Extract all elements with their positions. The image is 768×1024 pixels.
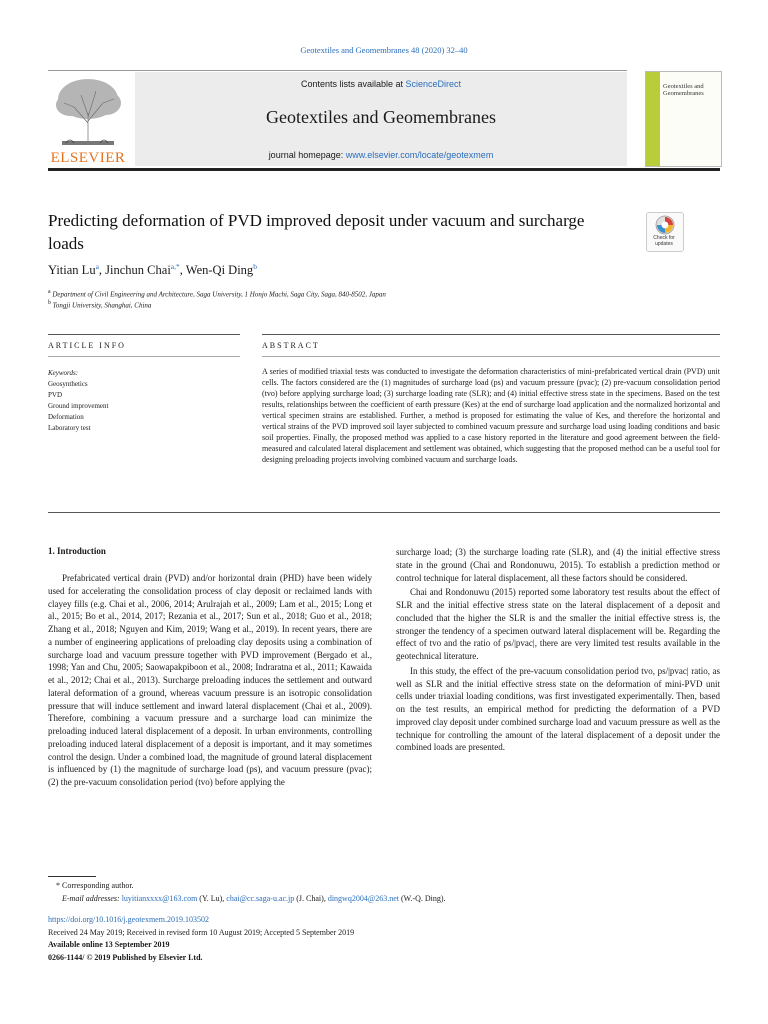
right-column [396,546,720,754]
email-link[interactable]: chai@cc.saga-u.ac.jp [226,894,295,903]
header-top-rule [48,70,627,71]
author-affil-mark[interactable]: b [253,262,257,271]
cover-title: Geotextiles and Geomembranes [663,83,704,97]
abstract-bottom-rule [48,512,720,513]
section-heading-introduction: 1. Introduction [48,546,106,556]
affiliation-mark: b [48,300,51,306]
journal-title: Geotextiles and Geomembranes [266,107,496,127]
author-affil-mark[interactable]: a,* [170,262,180,271]
corresponding-author-note: * Corresponding author. [56,881,134,890]
doi-link[interactable]: https://doi.org/10.1016/j.geotexmem.2019.103502 [48,915,209,924]
keyword: Deformation [48,413,84,421]
keywords-label: Keywords: [48,369,79,377]
sciencedirect-link[interactable]: ScienceDirect [405,79,462,89]
elsevier-wordmark: ELSEVIER [50,150,126,166]
keyword: Laboratory test [48,424,91,432]
article-info-rule [48,334,240,335]
email-owner: (W.-Q. Ding). [398,894,446,903]
email-owner: (J. Chai), [294,894,328,903]
available-online: Available online 13 September 2019 [48,940,170,949]
paragraph: surcharge load; (3) the surcharge loading rate (SLR), and (4) the initial effective stress state in the ground (Chai and Rondonuwu, 2015). To establish a prediction method or control technique for lateral displacement, all these factors should be considered. [396,547,720,583]
article-title: Predicting deformation of PVD improved deposit under vacuum and surcharge loads [48,211,585,253]
email-link[interactable]: dingwq2004@263.net [327,894,399,903]
keyword: Geosynthetics [48,380,88,388]
homepage-prefix: journal homepage: [268,150,346,160]
affiliation-mark: a [48,289,51,295]
email-link[interactable]: luyitianxxxx@163.com [121,894,198,903]
abstract-subrule [262,356,720,357]
abstract-heading: ABSTRACT [262,341,320,350]
email-owner: (Y. Lu), [197,894,227,903]
article-info-heading: ARTICLE INFO [48,341,126,350]
crossmark-icon [647,213,683,237]
received-dates: Received 24 May 2019; Received in revised form 10 August 2019; Accepted 5 September 2019 [48,928,355,937]
paragraph: Prefabricated vertical drain (PVD) and/or horizontal drain (PHD) have been widely used for accelerating the consolidation process of clay deposit or reclaimed lands with clayey fills (e.g. Chai et al., 2006, 2014; Arulrajah et al., 2009; Lam et al., 2015; Long et al., 2015; Bo et al., 2014, 2017; Rezania et al., 2017; Sun et al., 2018; Guo et al., 2018; Zhang et al., 2018; Nguyen and Kim, 2019; Wang et al., 2019). In recent years, there are a number of engineering applications of preloading clay deposits using a combination of surcharge load and vacuum pressure together with PVD improvement (Bergado et al., 1998; Yan and Chu, 2005; Saowapakpiboon et al., 2008; Indraratna et al., 2011; Kawaida et al., 2012; Chai et al., 2013). Surcharge preloading induces the settlement and outward lateral deformation of a ground, whereas vacuum pressure is an isotropic consolidation pressure that will induce settlement and inward lateral displacement (Chai et al., 2009). Therefore, combining a vacuum pressure and a surcharge load can minimize the preloading induced lateral displacement of a deposit. In urban environments, controlling preloading induced lateral displacement of a deposit is important, and it may sometimes control the design. Under a combined load, the magnitude of ground lateral displacement is influenced by (1) the magnitude of surcharge load (ps), and vacuum pressure (pvac); (2) the pre-vacuum consolidation period (tvo) before applying the [48,573,372,787]
affiliation-text: Tongji University, Shanghai, China [52,301,152,310]
keyword: PVD [48,391,63,399]
email-label: E-mail addresses: [62,894,122,903]
author-name[interactable]: Jinchun Chai [105,263,171,278]
abstract-rule [262,334,720,335]
left-column [48,572,372,789]
author-list: Yitian Lu$^a$, Jinchun Chai$^{a,*}$, Wen-Qi Ding$^b$ [48,262,257,278]
article-info-subrule [48,356,240,357]
paragraph: Chai and Rondonuwu (2015) reported some laboratory test results about the effect of SLR and the initial effective stress state on the lateral displacement of a deposit and concluded that the higher the SLR is and the smaller the initial effective stress is, the stronger the tendency of a specimen outward lateral displacement will be. Regarding the effect of tvo and the ratio of ps/|pvac|, there are very limited test results available in the geotechnical literature. [396,587,720,661]
author-name[interactable]: Wen-Qi Ding [185,263,254,278]
author-name[interactable]: Yitian Lu [48,263,96,278]
journal-cover-thumbnail[interactable] [645,71,722,167]
footnote-rule [48,876,96,877]
paragraph: In this study, the effect of the pre-vacuum consolidation period tvo, ps/|pvac| ratio, as well as SLR and the initial effective stress state on the deformation of mini-PVD unit cells under triaxial loading conditions, was first investigated experimentally. Then, based on the test results, an empirical method for predicting the deformation of a PVD improved clay deposit under combined surcharge load and vacuum pressure as well as the technique for controlling the amount of the lateral displacement of a deposit under the combined loads are presented. [396,665,720,753]
affiliation [48,289,386,298]
abstract-body: A series of modified triaxial tests was conducted to investigate the deformation characteristics of mini-prefabricated vertical drain (PVD) unit cells. The factors considered are the (1) magnitudes of surcharge load (ps) and vacuum pressure (pvac); (2) pre-vacuum consolidation period (tvo) before applying surcharge load; (3) surcharge loading rate (SLR); and (4) initial effective stress state in the specimens. Based on the test results, relationships between the coefficient of earth pressure (Kes) at the end of surcharge load application and the normalized horizontal and vertical specimen strains are established. Further, a method is proposed for estimating the value of Kes, and therefore the horizontal and vertical strains of the PVD improved soil layer subjected to combined vacuum pressure and surcharge load using loading conditions and basic soil properties. Finally, the proposed method was applied to a case history reported in the literature and good agreement between the field-measured and calculated lateral displacement and settlement was obtained, which suggesting that the proposed method can be a useful tool for designing preloading projects involving combined vacuum and surcharge loads. [262,367,720,464]
journal-citation[interactable]: Geotextiles and Geomembranes 48 (2020) 32–40 [300,45,468,55]
copyright-line: 0266-1144/ © 2019 Published by Elsevier Ltd. [48,953,203,962]
cover-color-band [646,72,660,166]
journal-homepage-link[interactable]: www.elsevier.com/locate/geotexmem [345,150,494,160]
header-bottom-rule [48,168,720,171]
email-addresses [62,894,446,903]
homepage-line [135,150,627,160]
contents-prefix: Contents lists available at [300,79,406,89]
author-affil-mark[interactable]: a [95,262,99,271]
keyword: Ground improvement [48,402,109,410]
contents-line [135,79,627,89]
check-for-updates-caption: Check for updates [653,235,675,247]
affiliation-text: Department of Civil Engineering and Architecture, Saga University, 1 Honjo Machi, Saga City, Saga, 840-8502, Japan [52,290,386,299]
affiliation [48,300,151,309]
